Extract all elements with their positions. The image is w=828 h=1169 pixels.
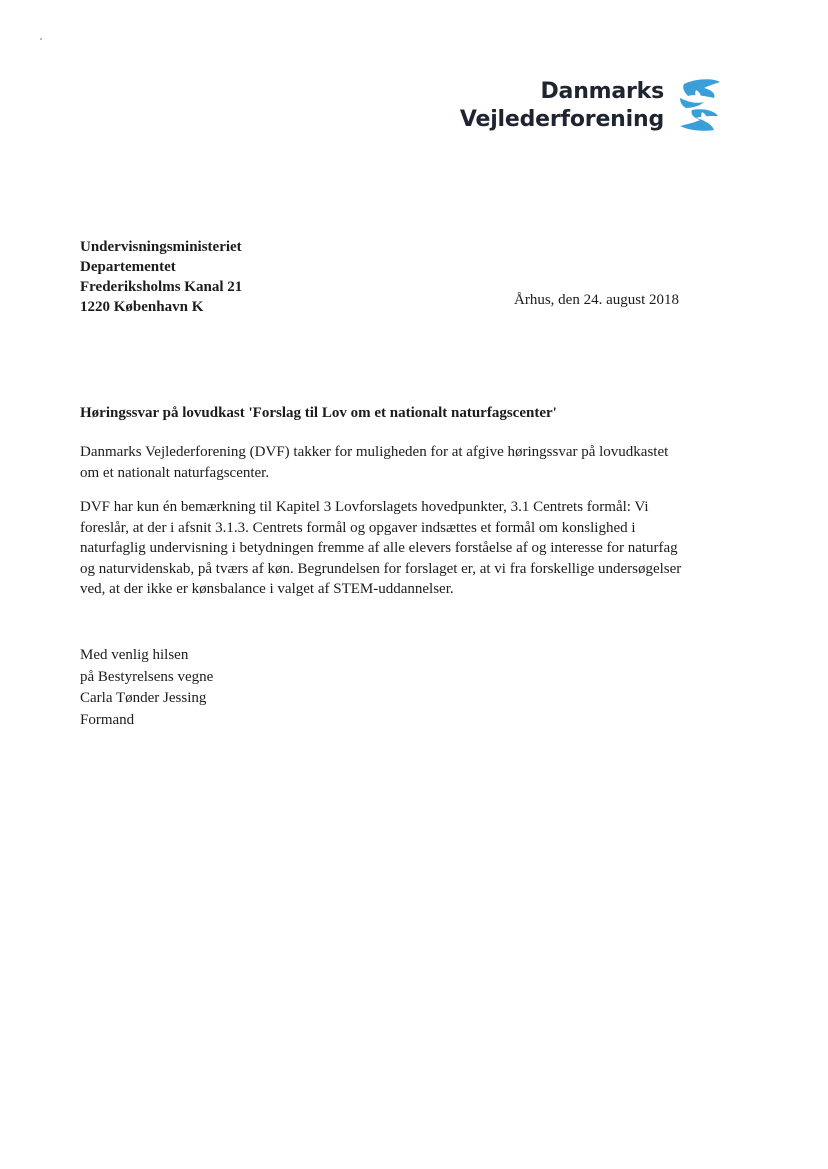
body-paragraph-1 [80, 442, 720, 483]
text-line: DVF har kun én bemærkning til Kapitel 3 Lovforslagets hovedpunkter, 3.1 Centrets formål: Vi [80, 499, 649, 515]
recipient-line: Frederiksholms Kanal 21 [80, 279, 243, 295]
signer-title: Formand [80, 711, 135, 728]
recipient-line: Departementet [80, 259, 176, 275]
org-name-line2: Vejlederforening [459, 107, 664, 132]
recipient-line: Undervisningsministeriet [80, 239, 242, 255]
text-line: om et nationalt naturfagscenter. [80, 464, 270, 481]
recipient-address [80, 237, 242, 317]
recipient-line: 1220 København K [80, 299, 204, 315]
text-line: Danmarks Vejlederforening (DVF) takker for muligheden for at afgive høringssvar på lovudkastet [80, 444, 669, 460]
text-line: og naturvidenskab, på tværs af køn. Begrundelsen for forslaget er, at vi fra forskellige undersøgelser [80, 560, 682, 577]
closing-block [80, 645, 213, 731]
signer-name: Carla Tønder Jessing [80, 690, 207, 706]
scan-speck [40, 38, 42, 40]
body-paragraph-2 [80, 497, 720, 600]
text-line: naturfaglig undervisning i betydningen fremme af alle elevers forståelse af og interesse for naturfag [80, 540, 678, 556]
org-name-line1: Danmarks [540, 79, 664, 104]
dvf-logo-icon [674, 76, 724, 134]
letterhead-logo [459, 74, 730, 138]
letter-date: Århus, den 24. august 2018 [514, 292, 679, 308]
text-line: foreslår, at der i afsnit 3.1.3. Centrets formål og opgaver indsættes et formål om konslighed i [80, 519, 636, 536]
closing-on-behalf: på Bestyrelsens vegne [80, 668, 214, 685]
closing-greeting: Med venlig hilsen [80, 647, 189, 663]
text-line: ved, at der ikke er kønsbalance i valget af STEM-uddannelser. [80, 581, 454, 597]
letter-subject: Høringssvar på lovudkast 'Forslag til Lov om et nationalt naturfagscenter' [80, 405, 557, 421]
